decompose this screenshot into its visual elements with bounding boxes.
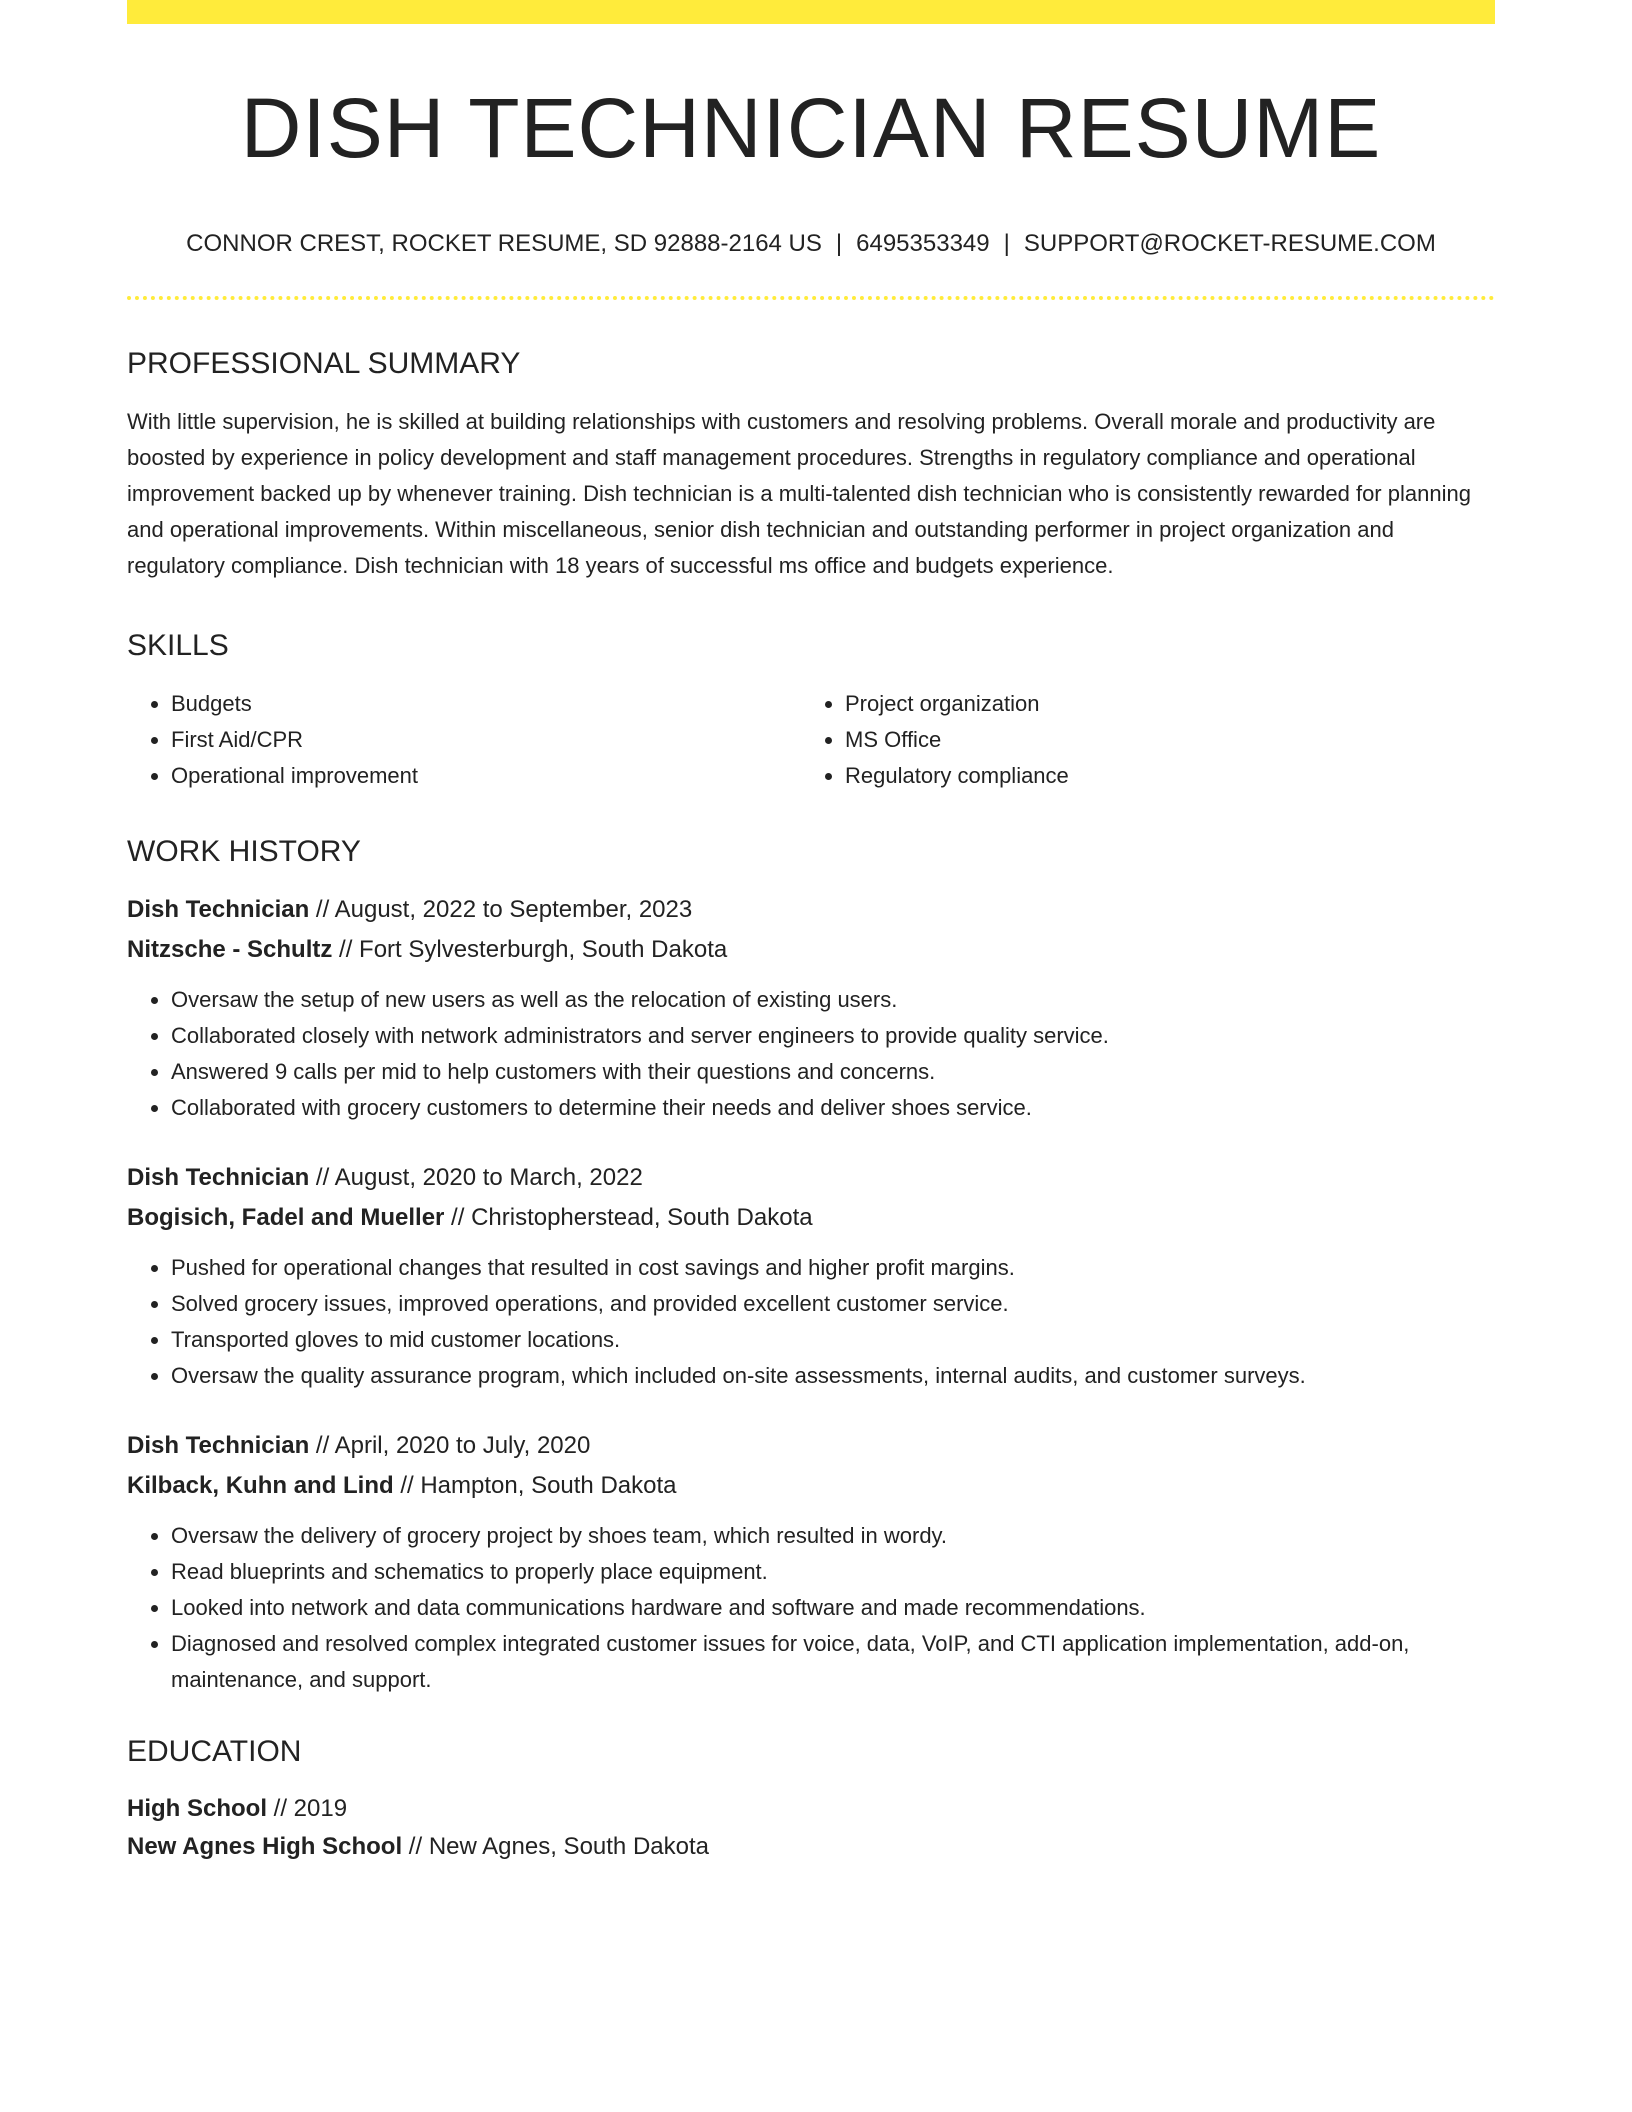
job-role: Dish Technician (127, 1163, 310, 1191)
resume-title: DISH TECHNICIAN RESUME (240, 81, 1382, 175)
job-role-line (127, 1158, 1495, 1198)
job-bullets (127, 1518, 1495, 1698)
contact-line (127, 228, 1495, 259)
skill-item: • Regulatory compliance (845, 758, 1475, 794)
education-location: // New Agnes, South Dakota (402, 1832, 709, 1860)
job-company-line (127, 1466, 1495, 1506)
job-role-line (127, 1426, 1495, 1466)
job-dates: // April, 2020 to July, 2020 (309, 1431, 591, 1459)
job-bullet: • Pushed for operational changes that resulted in cost savings and higher profit margins. (171, 1250, 1495, 1286)
education-entry (127, 1790, 1495, 1866)
job-bullet: • Looked into network and data communications hardware and software and made recommendations. (171, 1590, 1495, 1626)
job-bullet: • Collaborated with grocery customers to determine their needs and deliver shoes service. (171, 1090, 1495, 1126)
job-location: // Hampton, South Dakota (393, 1471, 677, 1499)
skill-item: • MS Office (845, 722, 1475, 758)
skill-item: • Project organization (845, 686, 1475, 722)
summary-section (127, 346, 1495, 584)
education-degree-line (127, 1790, 1495, 1828)
job-company: Kilback, Kuhn and Lind (127, 1471, 394, 1499)
dotted-divider (127, 296, 1495, 300)
job-role-line (127, 890, 1495, 930)
job-role: Dish Technician (127, 1431, 310, 1459)
job-bullet: • Oversaw the setup of new users as well as the relocation of existing users. (171, 982, 1495, 1018)
job-bullets (127, 1250, 1495, 1394)
skills-section (127, 628, 1495, 794)
skill-item: • Operational improvement (171, 758, 801, 794)
job-bullets (127, 982, 1495, 1126)
job-company: Nitzsche - Schultz (127, 935, 333, 963)
skills-grid (127, 686, 1495, 794)
job-entry (127, 890, 1495, 1126)
job-bullet: • Answered 9 calls per mid to help customers with their questions and concerns. (171, 1054, 1495, 1090)
contact-separator: | (835, 230, 843, 258)
job-company-line (127, 1198, 1495, 1238)
job-company-line (127, 930, 1495, 970)
education-section (127, 1734, 1495, 1866)
education-degree: High School (127, 1794, 267, 1822)
job-bullet: • Oversaw the quality assurance program, which included on-site assessments, internal audits, and customer surveys. (171, 1358, 1495, 1394)
skill-item: • Budgets (171, 686, 801, 722)
job-bullet: • Diagnosed and resolved complex integrated customer issues for voice, data, VoIP, and CTI application implementation, add-on, maintenance, and support. (171, 1626, 1495, 1698)
job-dates: // August, 2022 to September, 2023 (309, 895, 693, 923)
skills-heading: SKILLS (127, 628, 229, 662)
summary-heading: PROFESSIONAL SUMMARY (127, 346, 521, 380)
resume-page (127, 0, 1495, 1866)
job-entry (127, 1158, 1495, 1394)
contact-separator: | (1003, 230, 1010, 258)
contact-address: CONNOR CREST, ROCKET RESUME, SD 92888-2164 US (186, 230, 822, 258)
contact-phone: 6495353349 (856, 230, 990, 258)
top-accent-bar (127, 0, 1495, 24)
summary-text: With little supervision, he is skilled at building relationships with customers and resolving problems. Overall morale and productivity are boosted by experience in policy development and staff management procedures. Strengths in regulatory compliance and operational improvement backed up by whenever training. Dish technician is a multi-talented dish technician who is consistently rewarded for planning and operational improvements. Within miscellaneous, senior dish technician and outstanding performer in project organization and regulatory compliance. Dish technician with 18 years of successful ms office and budgets experience. (127, 408, 1471, 578)
skill-item: • First Aid/CPR (171, 722, 801, 758)
education-school: New Agnes High School (127, 1832, 403, 1860)
education-heading: EDUCATION (127, 1734, 302, 1768)
skills-column-right (801, 686, 1475, 794)
job-location: // Fort Sylvesterburgh, South Dakota (332, 935, 728, 963)
job-dates: // August, 2020 to March, 2022 (309, 1163, 643, 1191)
education-year: // 2019 (267, 1794, 348, 1822)
education-school-line (127, 1828, 1495, 1866)
job-bullet: • Solved grocery issues, improved operations, and provided excellent customer service. (171, 1286, 1495, 1322)
work-history-section (127, 834, 1495, 1698)
job-bullet: • Collaborated closely with network administrators and server engineers to provide quality service. (171, 1018, 1495, 1054)
job-company: Bogisich, Fadel and Mueller (127, 1203, 445, 1231)
job-bullet: • Transported gloves to mid customer locations. (171, 1322, 1495, 1358)
job-entry (127, 1426, 1495, 1698)
job-bullet: • Oversaw the delivery of grocery project by shoes team, which resulted in wordy. (171, 1518, 1495, 1554)
job-role: Dish Technician (127, 895, 310, 923)
skills-column-left (127, 686, 801, 794)
job-bullet: • Read blueprints and schematics to properly place equipment. (171, 1554, 1495, 1590)
contact-email: SUPPORT@ROCKET-RESUME.COM (1023, 230, 1436, 258)
job-location: // Christopherstead, South Dakota (444, 1203, 813, 1231)
work-history-heading: WORK HISTORY (127, 834, 361, 868)
